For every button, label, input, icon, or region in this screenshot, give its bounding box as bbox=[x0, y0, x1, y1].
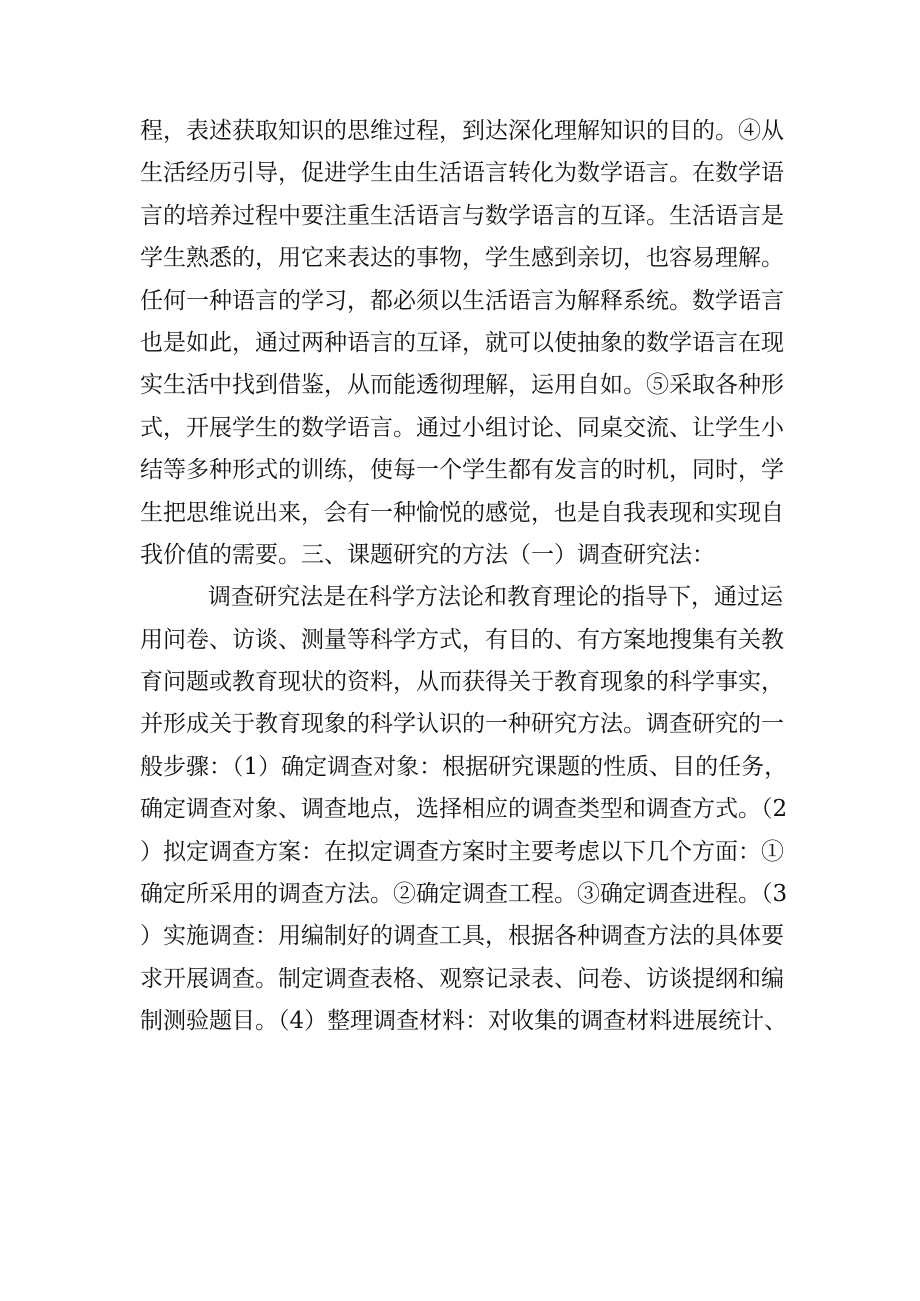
text-line: 确定所采用的调查方法。②确定调查工程。③确定调查进程。（3 bbox=[140, 881, 788, 908]
text-line: 学生熟悉的，用它来表达的事物，学生感到亲切，也容易理解。 bbox=[140, 245, 784, 272]
text-line: 制测验题目。（4）整理调查材料：对收集的调查材料进展统计、 bbox=[140, 1008, 788, 1035]
text-line: 程，表述获取知识的思维过程，到达深化理解知识的目的。④从 bbox=[140, 118, 784, 144]
text-line: 也是如此，通过两种语言的互译，就可以使抽象的数学语言在现 bbox=[140, 329, 784, 356]
text-line: ）实施调查：用编制好的调查工具，根据各种调查方法的具体要 bbox=[140, 923, 784, 950]
text-line: 我价值的需要。三、课题研究的方法（一）调查研究法： bbox=[140, 541, 715, 568]
text-line: 育问题或教育现状的资料，从而获得关于教育现象的科学事实， bbox=[140, 669, 784, 696]
text-line: 用问卷、访谈、测量等科学方式，有目的、有方案地搜集有关教 bbox=[140, 626, 784, 653]
text-line: 言的培养过程中要注重生活语言与数学语言的互译。生活语言是 bbox=[140, 202, 784, 229]
body-text bbox=[140, 110, 820, 1043]
text-line: 求开展调查。制定调查表格、观察记录表、问卷、访谈提纲和编 bbox=[140, 965, 784, 992]
text-line: ）拟定调查方案：在拟定调查方案时主要考虑以下几个方面：① bbox=[140, 838, 784, 865]
text-line: 结等多种形式的训练，使每一个学生都有发言的时机，同时，学 bbox=[140, 457, 784, 484]
paragraph-first-line: 调查研究法是在科学方法论和教育理论的指导下，通过运 bbox=[208, 584, 783, 611]
text-line: 生把思维说出来，会有一种愉悦的感觉，也是自我表现和实现自 bbox=[140, 499, 784, 526]
text-line: 式，开展学生的数学语言。通过小组讨论、同桌交流、让学生小 bbox=[140, 414, 784, 441]
text-line: 实生活中找到借鉴，从而能透彻理解，运用自如。⑤采取各种形 bbox=[140, 372, 784, 399]
text-line: 并形成关于教育现象的科学认识的一种研究方法。调查研究的一 bbox=[140, 711, 784, 738]
text-line: 任何一种语言的学习，都必须以生活语言为解释系统。数学语言 bbox=[140, 287, 784, 314]
text-line: 生活经历引导，促进学生由生活语言转化为数学语言。在数学语 bbox=[140, 160, 784, 187]
text-line: 确定调查对象、调查地点，选择相应的调查类型和调查方式。（2 bbox=[140, 796, 788, 823]
text-line: 般步骤：（1）确定调查对象：根据研究课题的性质、目的任务， bbox=[140, 753, 788, 780]
